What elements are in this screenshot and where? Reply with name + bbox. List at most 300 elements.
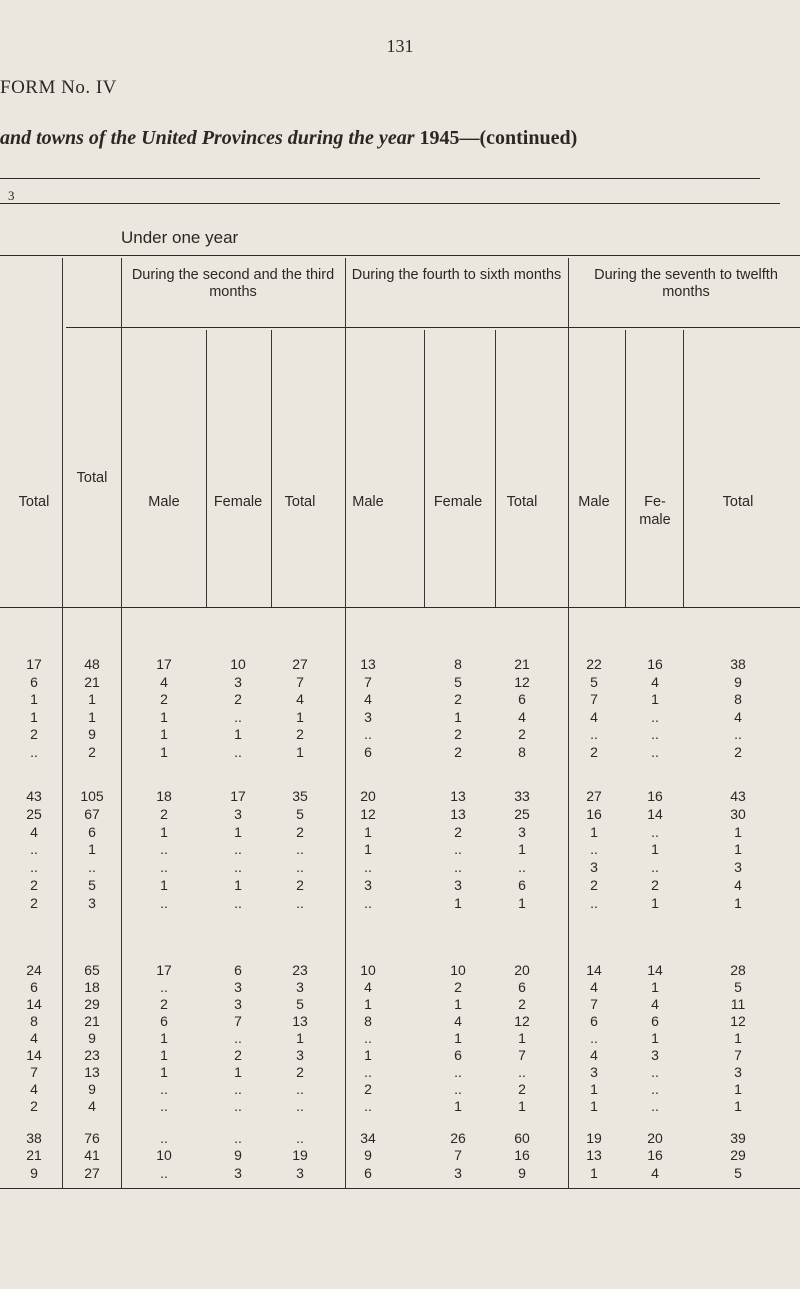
table-cell: 20 xyxy=(647,1130,663,1146)
table-cell: 2 xyxy=(454,823,462,840)
table-cell: 5 xyxy=(734,979,742,995)
table-cell: 12 xyxy=(360,805,376,822)
table-cell: 10 xyxy=(230,656,246,672)
table-cell: 1 xyxy=(454,1030,462,1046)
table-cell: 21 xyxy=(26,1147,42,1164)
table-cell: .. xyxy=(160,841,168,858)
rule-second xyxy=(0,203,780,204)
table-cell: 17 xyxy=(156,962,172,978)
table-cell: 3 xyxy=(234,805,242,822)
table-cell: 2 xyxy=(30,894,38,911)
table-cell: 3 xyxy=(234,673,242,690)
table-cell: 1 xyxy=(364,996,372,1012)
table-cell: 3 xyxy=(88,894,96,911)
table-cell: 4 xyxy=(651,1164,659,1181)
table-cell: 1 xyxy=(160,708,168,725)
table-cell: 38 xyxy=(26,1130,42,1146)
table-cell: 28 xyxy=(730,962,746,978)
table-cell: 3 xyxy=(296,979,304,995)
table-cell: 2 xyxy=(160,691,168,708)
table-cell: 2 xyxy=(234,1047,242,1063)
table-cell: 4 xyxy=(30,1030,38,1046)
table-cell: 1 xyxy=(734,1081,742,1097)
table-cell: .. xyxy=(454,841,462,858)
table-cell: 1 xyxy=(160,1064,168,1080)
table-cell: 6 xyxy=(454,1047,462,1063)
table-cell: .. xyxy=(454,1081,462,1097)
table-cell: 1 xyxy=(590,1098,598,1114)
table-cell: 19 xyxy=(586,1130,602,1146)
group-seventh-twelfth: During the seventh to twelfth months xyxy=(594,267,778,300)
table-cell: .. xyxy=(160,1098,168,1114)
table-cell: 9 xyxy=(518,1164,526,1181)
table-cell: 1 xyxy=(454,894,462,911)
col-divider xyxy=(206,330,207,607)
table-cell: 6 xyxy=(651,1013,659,1029)
table-cell: 8 xyxy=(454,656,462,672)
table-cell: 2 xyxy=(296,823,304,840)
table-cell: 1 xyxy=(651,691,659,708)
col-divider xyxy=(271,330,272,607)
table-cell: .. xyxy=(234,859,242,876)
table-cell: .. xyxy=(234,894,242,911)
table-cell: 41 xyxy=(84,1147,100,1164)
table-cell: 1 xyxy=(518,841,526,858)
column-header: Male xyxy=(578,494,610,510)
table-cell: .. xyxy=(296,1081,304,1097)
table-cell: 7 xyxy=(296,673,304,690)
table-cell: 1 xyxy=(160,877,168,893)
rule-under-year xyxy=(0,255,800,256)
table-cell: 14 xyxy=(26,1047,42,1063)
table-cell: 4 xyxy=(734,708,742,725)
table-cell: 4 xyxy=(296,691,304,708)
table-cell: 5 xyxy=(454,673,462,690)
table-cell: 35 xyxy=(292,788,308,804)
table-cell: 12 xyxy=(514,673,530,690)
table-cell: 20 xyxy=(360,788,376,804)
table-cell: 3 xyxy=(651,1047,659,1063)
table-cell: 16 xyxy=(586,805,602,822)
table-cell: 3 xyxy=(590,859,598,876)
table-cell: 1 xyxy=(518,1098,526,1114)
rule-group-bottom xyxy=(66,327,800,328)
table-cell: 16 xyxy=(647,788,663,804)
table-cell: 1 xyxy=(88,691,96,708)
table-cell: .. xyxy=(160,1130,168,1146)
table-cell: 19 xyxy=(292,1147,308,1164)
table-cell: 13 xyxy=(450,805,466,822)
table-cell: 1 xyxy=(88,841,96,858)
table-cell: 13 xyxy=(450,788,466,804)
table-cell: 5 xyxy=(296,805,304,822)
table-cell: 14 xyxy=(586,962,602,978)
table-cell: 5 xyxy=(296,996,304,1012)
table-cell: .. xyxy=(454,1064,462,1080)
table-cell: 1 xyxy=(234,823,242,840)
table-cell: 2 xyxy=(88,744,96,760)
table-cell: 12 xyxy=(730,1013,746,1029)
table-cell: 2 xyxy=(590,877,598,893)
table-cell: 9 xyxy=(88,726,96,743)
table-cell: 9 xyxy=(734,673,742,690)
rule-top xyxy=(0,178,760,179)
table-cell: 1 xyxy=(734,841,742,858)
group-second-third: During the second and the third months xyxy=(131,267,335,300)
table-cell: .. xyxy=(234,744,242,760)
table-cell: 105 xyxy=(80,788,104,804)
table-cell: 29 xyxy=(84,996,100,1012)
table-cell: 1 xyxy=(651,894,659,911)
table-cell: 7 xyxy=(590,996,598,1012)
table-cell: 7 xyxy=(518,1047,526,1063)
table-cell: 3 xyxy=(296,1164,304,1181)
under-one-year-heading: Under one year xyxy=(121,228,239,247)
table-cell: 4 xyxy=(88,1098,96,1114)
table-cell: 65 xyxy=(84,962,100,978)
table-cell: 4 xyxy=(30,823,38,840)
table-cell: .. xyxy=(651,726,659,743)
table-cell: 1 xyxy=(734,1098,742,1114)
table-cell: 9 xyxy=(364,1147,372,1164)
table-cell: 24 xyxy=(26,962,42,978)
table-cell: 30 xyxy=(730,805,746,822)
table-cell: 21 xyxy=(84,1013,100,1029)
table-cell: 34 xyxy=(360,1130,376,1146)
col-divider xyxy=(625,330,626,607)
section-marker: 3 xyxy=(8,188,15,203)
table-cell: 17 xyxy=(156,656,172,672)
table-cell: 8 xyxy=(518,744,526,760)
subtitle-tail: —(continued) xyxy=(459,127,578,149)
table-cell: 7 xyxy=(364,673,372,690)
table-cell: .. xyxy=(296,894,304,911)
table-cell: 2 xyxy=(296,877,304,893)
table-cell: .. xyxy=(590,726,598,743)
table-cell: 6 xyxy=(518,691,526,708)
table-cell: 1 xyxy=(234,726,242,743)
table-cell: 1 xyxy=(30,708,38,725)
table-cell: .. xyxy=(364,859,372,876)
table-cell: 1 xyxy=(454,996,462,1012)
table-cell: .. xyxy=(160,859,168,876)
table-cell: 1 xyxy=(734,1030,742,1046)
table-cell: .. xyxy=(160,979,168,995)
table-cell: .. xyxy=(296,1130,304,1146)
table-cell: 2 xyxy=(454,726,462,743)
table-cell: 7 xyxy=(234,1013,242,1029)
page-number: 131 xyxy=(386,36,414,56)
table-cell: 7 xyxy=(734,1047,742,1063)
table-cell: 2 xyxy=(30,1098,38,1114)
table-cell: 2 xyxy=(518,1081,526,1097)
table-cell: 3 xyxy=(454,1164,462,1181)
table-cell: .. xyxy=(234,1098,242,1114)
column-header: Total xyxy=(284,494,316,510)
table-cell: .. xyxy=(590,894,598,911)
table-cell: 2 xyxy=(296,726,304,743)
table-cell: 6 xyxy=(30,673,38,690)
col-divider xyxy=(568,258,569,1188)
table-cell: 21 xyxy=(514,656,530,672)
table-cell: 9 xyxy=(30,1164,38,1181)
col-divider xyxy=(424,330,425,607)
table-cell: 22 xyxy=(586,656,602,672)
table-cell: 1 xyxy=(651,1030,659,1046)
table-cell: 4 xyxy=(590,1047,598,1063)
table-cell: 6 xyxy=(234,962,242,978)
table-cell: 18 xyxy=(84,979,100,995)
table-cell: 1 xyxy=(234,877,242,893)
table-cell: 6 xyxy=(364,1164,372,1181)
table-cell: 1 xyxy=(651,979,659,995)
table-cell: 2 xyxy=(518,726,526,743)
table-cell: 39 xyxy=(730,1130,746,1146)
table-subtitle xyxy=(0,127,577,150)
table-cell: .. xyxy=(30,744,38,760)
table-cell: 48 xyxy=(84,656,100,672)
table-cell: .. xyxy=(296,1098,304,1114)
table-cell: 4 xyxy=(518,708,526,725)
table-cell: 3 xyxy=(296,1047,304,1063)
table-cell: 13 xyxy=(84,1064,100,1080)
table-cell: .. xyxy=(30,841,38,858)
table-cell: 3 xyxy=(518,823,526,840)
table-cell: .. xyxy=(296,859,304,876)
table-cell: 20 xyxy=(514,962,530,978)
column-header: Male xyxy=(352,494,384,510)
table-cell: 2 xyxy=(234,691,242,708)
column-header: Total xyxy=(722,494,754,510)
table-cell: .. xyxy=(590,1030,598,1046)
table-cell: 16 xyxy=(647,656,663,672)
table-cell: 3 xyxy=(234,1164,242,1181)
table-cell: 9 xyxy=(88,1081,96,1097)
table-cell: 26 xyxy=(450,1130,466,1146)
table-cell: 12 xyxy=(514,1013,530,1029)
form-label: FORM No. IV xyxy=(0,77,117,98)
table-cell: 2 xyxy=(454,744,462,760)
table-cell: .. xyxy=(234,708,242,725)
table-cell: 10 xyxy=(156,1147,172,1164)
table-cell: .. xyxy=(88,859,96,876)
table-cell: .. xyxy=(651,1081,659,1097)
table-cell: 4 xyxy=(590,708,598,725)
table-cell: .. xyxy=(364,1064,372,1080)
table-cell: 8 xyxy=(734,691,742,708)
table-cell: 25 xyxy=(514,805,530,822)
table-cell: 8 xyxy=(364,1013,372,1029)
table-cell: 2 xyxy=(734,744,742,760)
table-cell: 9 xyxy=(234,1147,242,1164)
table-cell: 4 xyxy=(364,979,372,995)
table-cell: .. xyxy=(364,726,372,743)
table-cell: .. xyxy=(296,841,304,858)
column-header: Total xyxy=(18,494,50,510)
table-cell: 1 xyxy=(454,1098,462,1114)
table-cell: .. xyxy=(364,1098,372,1114)
table-cell: .. xyxy=(160,1164,168,1181)
table-cell: 2 xyxy=(651,877,659,893)
table-cell: 10 xyxy=(450,962,466,978)
table-cell: 23 xyxy=(84,1047,100,1063)
table-cell: 17 xyxy=(26,656,42,672)
table-cell: .. xyxy=(734,726,742,743)
table-cell: 4 xyxy=(651,673,659,690)
table-cell: 3 xyxy=(590,1064,598,1080)
col-divider xyxy=(121,258,122,1188)
column-header: male xyxy=(639,512,671,528)
table-cell: 3 xyxy=(734,859,742,876)
table-cell: 13 xyxy=(360,656,376,672)
table-cell: .. xyxy=(651,744,659,760)
column-header: Fe- xyxy=(644,494,666,510)
table-cell: 1 xyxy=(30,691,38,708)
rule-header-bottom xyxy=(0,607,800,608)
table-cell: 1 xyxy=(590,1081,598,1097)
table-cell: 3 xyxy=(364,708,372,725)
table-cell: .. xyxy=(590,841,598,858)
table-cell: .. xyxy=(234,1081,242,1097)
table-cell: 21 xyxy=(84,673,100,690)
col-divider xyxy=(62,258,63,333)
table-cell: 1 xyxy=(160,1047,168,1063)
table-cell: 1 xyxy=(518,894,526,911)
table-cell: 1 xyxy=(88,708,96,725)
table-cell: 1 xyxy=(518,1030,526,1046)
table-cell: 67 xyxy=(84,805,100,822)
table-cell: 5 xyxy=(734,1164,742,1181)
table-cell: 76 xyxy=(84,1130,100,1146)
column-header: Total xyxy=(76,470,108,486)
table-cell: 2 xyxy=(296,1064,304,1080)
table-cell: 1 xyxy=(160,726,168,743)
table-cell: 1 xyxy=(364,841,372,858)
table-cell: 4 xyxy=(30,1081,38,1097)
table-cell: .. xyxy=(518,859,526,876)
table-cell: .. xyxy=(651,823,659,840)
table-cell: 1 xyxy=(296,744,304,760)
col-divider xyxy=(345,258,346,1188)
table-cell: 1 xyxy=(651,841,659,858)
table-cell: 16 xyxy=(647,1147,663,1164)
table-cell: 1 xyxy=(734,823,742,840)
table-cell: 1 xyxy=(296,708,304,725)
column-header: Male xyxy=(148,494,180,510)
table-cell: 2 xyxy=(30,726,38,743)
table-cell: 1 xyxy=(160,823,168,840)
table-cell: 7 xyxy=(30,1064,38,1080)
table-cell: 9 xyxy=(88,1030,96,1046)
table-cell: 1 xyxy=(160,744,168,760)
table-cell: 2 xyxy=(518,996,526,1012)
table-cell: 3 xyxy=(454,877,462,893)
table-cell: 38 xyxy=(730,656,746,672)
table-cell: 1 xyxy=(364,1047,372,1063)
table-cell: 6 xyxy=(590,1013,598,1029)
table-cell: .. xyxy=(160,1081,168,1097)
table-cell: 14 xyxy=(647,805,663,822)
table-cell: 27 xyxy=(292,656,308,672)
table-cell: 2 xyxy=(30,877,38,893)
table-cell: 27 xyxy=(84,1164,100,1181)
table-cell: 7 xyxy=(454,1147,462,1164)
table-cell: 5 xyxy=(590,673,598,690)
table-cell: 4 xyxy=(160,673,168,690)
table-cell: .. xyxy=(651,859,659,876)
col-divider xyxy=(495,330,496,607)
table-cell: 4 xyxy=(651,996,659,1012)
column-header: Female xyxy=(433,494,483,510)
table-cell: 10 xyxy=(360,962,376,978)
table-cell: 2 xyxy=(160,805,168,822)
subtitle-text: and towns of the United Provinces during the year xyxy=(0,127,420,149)
table-cell: 1 xyxy=(590,823,598,840)
table-cell: .. xyxy=(454,859,462,876)
table-cell: .. xyxy=(364,894,372,911)
table-cell: 4 xyxy=(454,1013,462,1029)
table-cell: 1 xyxy=(234,1064,242,1080)
table-cell: 23 xyxy=(292,962,308,978)
col-divider xyxy=(62,258,63,1188)
table-cell: 7 xyxy=(590,691,598,708)
table-cell: 6 xyxy=(160,1013,168,1029)
table-cell: 3 xyxy=(734,1064,742,1080)
table-cell: 6 xyxy=(518,979,526,995)
table-cell: .. xyxy=(651,708,659,725)
table-cell: 2 xyxy=(160,996,168,1012)
group-fourth-sixth: During the fourth to sixth months xyxy=(351,267,562,283)
table-cell: 4 xyxy=(590,979,598,995)
table-cell: 33 xyxy=(514,788,530,804)
table-cell: 1 xyxy=(160,1030,168,1046)
table-cell: .. xyxy=(234,841,242,858)
table-cell: 6 xyxy=(518,877,526,893)
column-header: Female xyxy=(213,494,263,510)
table-cell: 27 xyxy=(586,788,602,804)
table-cell: 1 xyxy=(454,708,462,725)
rule-table-bottom xyxy=(0,1188,800,1189)
table-cell: 25 xyxy=(26,805,42,822)
table-cell: 2 xyxy=(454,979,462,995)
table-cell: 6 xyxy=(30,979,38,995)
table-cell: 6 xyxy=(88,823,96,840)
table-cell: 16 xyxy=(514,1147,530,1164)
table-cell: 4 xyxy=(364,691,372,708)
table-cell: 43 xyxy=(730,788,746,804)
table-cell: 2 xyxy=(454,691,462,708)
table-cell: 43 xyxy=(26,788,42,804)
table-cell: 2 xyxy=(590,744,598,760)
table-cell: .. xyxy=(30,859,38,876)
subtitle-year: 1945 xyxy=(419,127,460,149)
column-header: Total xyxy=(506,494,538,510)
table-cell: 14 xyxy=(647,962,663,978)
table-cell: 8 xyxy=(30,1013,38,1029)
table-cell: 4 xyxy=(734,877,742,893)
table-cell: 3 xyxy=(234,996,242,1012)
table-cell: 1 xyxy=(364,823,372,840)
table-cell: .. xyxy=(234,1030,242,1046)
table-cell: 13 xyxy=(586,1147,602,1164)
table-cell: 17 xyxy=(230,788,246,804)
table-cell: 60 xyxy=(514,1130,530,1146)
table-cell: 2 xyxy=(364,1081,372,1097)
table-cell: 14 xyxy=(26,996,42,1012)
table-cell: .. xyxy=(234,1130,242,1146)
table-cell: .. xyxy=(364,1030,372,1046)
table-cell: .. xyxy=(518,1064,526,1080)
